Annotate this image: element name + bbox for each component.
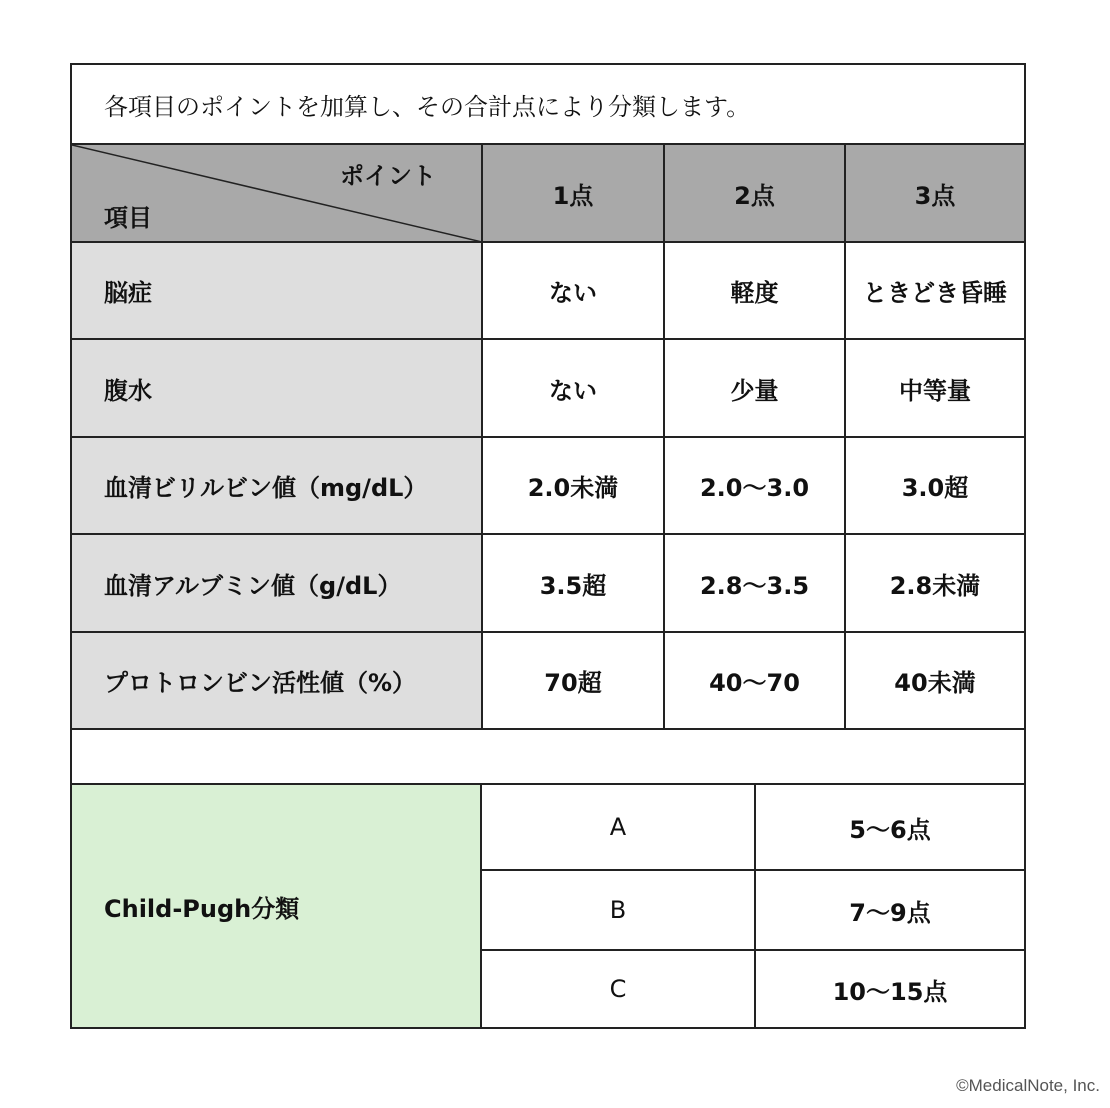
row-value: 2.0未満 [527,474,619,502]
grade-range: 10〜15点 [832,977,948,1006]
row-value: ない [549,376,597,405]
intro-text: 各項目のポイントを加算し、その合計点により分類します。 [104,92,751,121]
row-value: 少量 [730,376,779,405]
row-item-label: 血清アルブミン値（g/dL） [104,571,402,600]
row-item-label: 血清ビリルビン値（mg/dL） [104,474,428,502]
score-header-3: 3点 [914,181,956,210]
score-header-2: 2点 [734,181,775,210]
row-item-label: 脳症 [104,279,152,307]
row-value: 40〜70 [709,669,800,697]
score-header-1: 1点 [552,181,594,210]
grade-range: 7〜9点 [849,898,931,927]
row-value: ときどき昏睡 [863,279,1007,307]
grade-range: 5〜6点 [849,815,931,844]
row-item-label: 腹水 [104,376,152,405]
row-value: 40未満 [894,669,976,697]
row-value: 軽度 [730,279,779,307]
grade-label: B [609,896,627,924]
row-value: 中等量 [899,376,971,405]
row-value: 3.0超 [901,474,969,502]
row-value: 2.0〜3.0 [699,474,810,502]
row-value: ない [549,279,597,307]
row-value: 70超 [544,669,602,697]
copyright-credit: ©MedicalNote, Inc. [956,1076,1100,1095]
row-value: 2.8〜3.5 [699,571,810,600]
header-item-label: 項目 [104,204,152,232]
row-value: 3.5超 [539,571,607,600]
header-point-label: ポイント [340,162,436,190]
row-item-label: プロトロンビン活性値（%） [104,669,417,697]
grade-label: A [609,813,627,841]
classification-label: Child-Pugh分類 [104,894,300,923]
grade-label: C [609,975,627,1003]
divider [70,728,1026,730]
row-value: 2.8未満 [889,571,981,600]
